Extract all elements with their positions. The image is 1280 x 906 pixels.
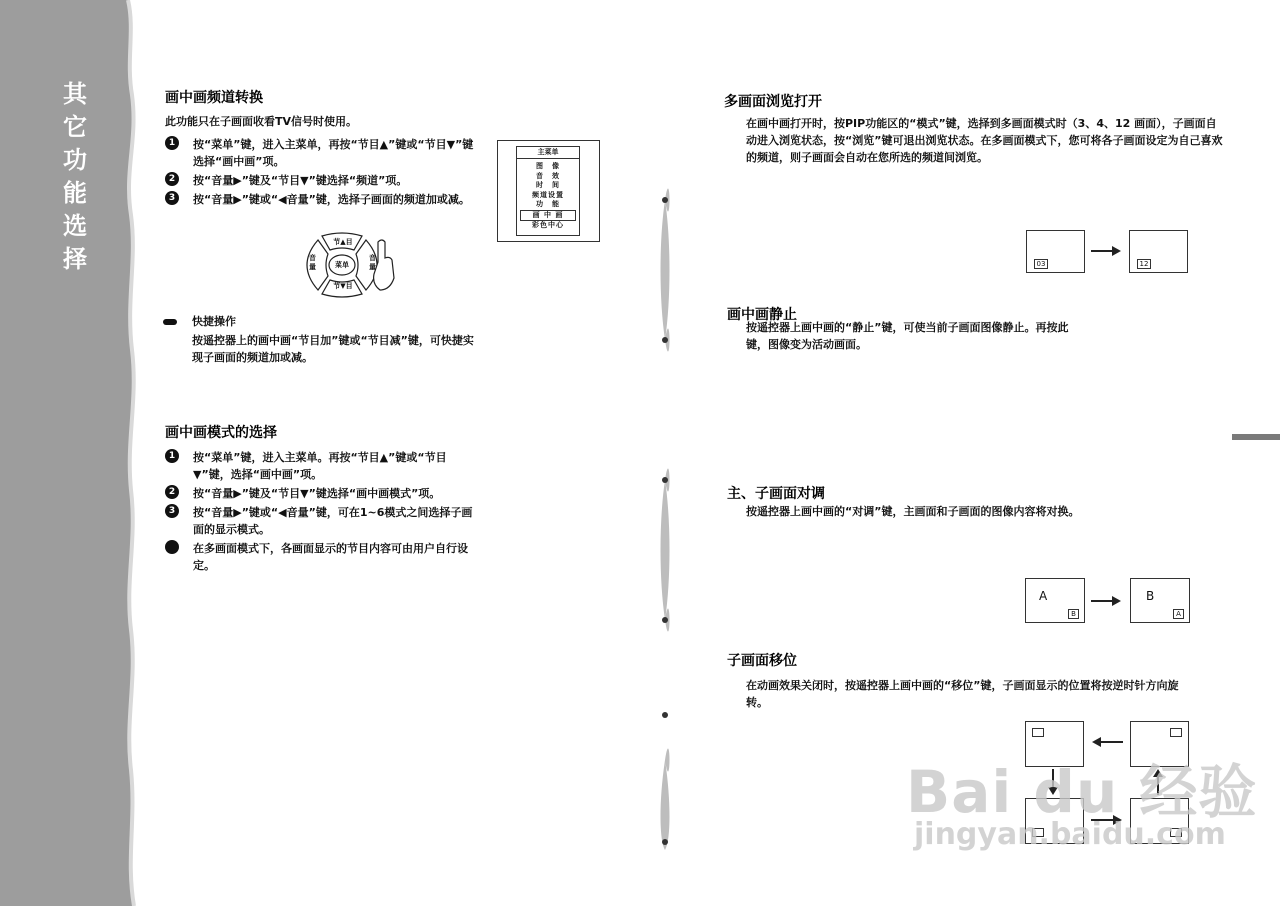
step-item xyxy=(165,540,475,574)
steps-list-channel xyxy=(165,136,475,208)
screen-tag: 12 xyxy=(1137,259,1151,269)
step-text: 按“菜单”键，进入主菜单，再按“节目▲”键或“节目▼”键选择“画中画”项。 xyxy=(193,138,474,168)
sidebar-title-char: 功 xyxy=(63,146,87,174)
watermark-url: jingyan.baidu.com xyxy=(914,817,1226,852)
step-number: 2 xyxy=(165,172,179,186)
section-text: 在画中画打开时，按PIP功能区的“模式”键，选择到多画面模式时（3、4、12 画面），子画面自动进入浏览状态，按“浏览”键可退出浏览状态。在多画面模式下，您可将各子画面设定为自己喜欢的频道，则子画面会自动在您所选的频道间浏览。 xyxy=(746,117,1223,164)
section-heading-reposition: 子画面移位 xyxy=(727,653,797,669)
step-number: 2 xyxy=(165,485,179,499)
screen-tag: 03 xyxy=(1034,259,1048,269)
step-item xyxy=(165,485,475,502)
step-item xyxy=(165,504,475,538)
remote-key-volume-left: 音量 xyxy=(309,254,316,271)
page-divider xyxy=(655,80,675,850)
main-menu-item: 图 像 xyxy=(536,162,560,170)
quick-op-label: 快捷操作 xyxy=(192,315,236,328)
watermark-logo: Bai du 经验 xyxy=(906,758,1258,826)
section-heading-pip-mode: 画中画模式的选择 xyxy=(165,425,277,441)
section-intro: 此功能只在子画面收看TV信号时使用。 xyxy=(165,115,358,128)
section-text: 按遥控器上画中画的“对调”键，主画面和子画面的图像内容将对换。 xyxy=(746,505,1080,518)
bullet-dot-icon xyxy=(165,540,179,554)
sidebar-title-char: 能 xyxy=(63,179,87,207)
main-menu-item: 彩色中心 xyxy=(532,221,564,229)
main-menu-item: 时 间 xyxy=(536,181,560,189)
arrow-right-icon xyxy=(1090,244,1122,258)
sidebar-title xyxy=(58,78,92,276)
screen-swap-before xyxy=(1025,578,1085,623)
screen-multi-after xyxy=(1129,230,1188,273)
main-menu-item: 音 效 xyxy=(536,171,560,180)
step-item xyxy=(165,172,475,189)
arrow-right-icon xyxy=(1090,594,1122,608)
screen-multi-before xyxy=(1026,230,1085,273)
remote-pad-illustration xyxy=(290,232,402,298)
sub-window-marker xyxy=(1170,728,1182,737)
sub-screen-label: B xyxy=(1068,609,1079,619)
main-menu-item: 频道设置 xyxy=(532,190,564,199)
quick-op-text: 按遥控器上的画中画“节目加”键或“节目减”键，可快捷实现子画面的频道加或减。 xyxy=(192,334,474,364)
sidebar-title-char: 选 xyxy=(63,212,87,240)
step-text: 按“音量▶”键及“节目▼”键选择“频道”项。 xyxy=(193,174,408,187)
step-item xyxy=(165,191,475,208)
section-heading-pip-freeze: 画中画静止 xyxy=(727,307,797,323)
step-item xyxy=(165,449,475,483)
step-text: 按“音量▶”键或“◀音量”键，可在1~6模式之间选择子画面的显示模式。 xyxy=(193,506,473,536)
step-number: 3 xyxy=(165,504,179,518)
main-menu-header: 主菜单 xyxy=(517,147,579,159)
remote-key-program-down: 节▼目 xyxy=(333,282,353,290)
sub-window-marker xyxy=(1032,728,1044,737)
sidebar-title-char: 它 xyxy=(63,113,87,141)
steps-list-mode xyxy=(165,449,475,574)
section-heading-swap: 主、子画面对调 xyxy=(727,486,825,502)
section-heading-multi-browse: 多画面浏览打开 xyxy=(724,94,822,110)
remote-key-volume-right: 音量 xyxy=(369,254,376,271)
main-screen-label: B xyxy=(1146,589,1155,603)
step-text: 按“菜单”键，进入主菜单。再按“节目▲”键或“节目▼”键，选择“画中画”项。 xyxy=(193,451,447,481)
screen-swap-after xyxy=(1130,578,1190,623)
main-menu-illustration xyxy=(497,140,600,242)
step-text: 在多画面模式下，各画面显示的节目内容可由用户自行设定。 xyxy=(193,542,468,572)
remote-key-menu: 菜单 xyxy=(335,261,349,269)
quick-op-bullet-icon xyxy=(163,319,177,325)
step-item xyxy=(165,136,475,170)
step-number: 1 xyxy=(165,449,179,463)
sub-screen-label: A xyxy=(1173,609,1184,619)
main-menu-panel xyxy=(516,146,580,236)
section-text: 按遥控器上画中画的“静止”键，可使当前子画面图像静止。再按此键，图像变为活动画面。 xyxy=(746,321,1069,351)
sidebar-title-char: 择 xyxy=(63,245,87,273)
main-menu-item-selected: 画 中 画 xyxy=(520,210,576,222)
page-edge-tab xyxy=(1232,434,1280,440)
section-heading-pip-channel: 画中画频道转换 xyxy=(165,90,263,106)
step-text: 按“音量▶”键或“◀音量”键，选择子画面的频道加或减。 xyxy=(193,193,470,206)
sidebar-title-char: 其 xyxy=(63,80,87,108)
main-screen-label: A xyxy=(1039,589,1048,603)
main-menu-item: 功 能 xyxy=(536,200,560,208)
section-text: 在动画效果关闭时，按遥控器上画中画的“移位”键，子画面显示的位置将按逆时针方向旋转。 xyxy=(746,679,1179,709)
remote-key-program-up: 节▲目 xyxy=(333,238,353,246)
step-number: 1 xyxy=(165,136,179,150)
step-text: 按“音量▶”键及“节目▼”键选择“画中画模式”项。 xyxy=(193,487,441,500)
step-number: 3 xyxy=(165,191,179,205)
